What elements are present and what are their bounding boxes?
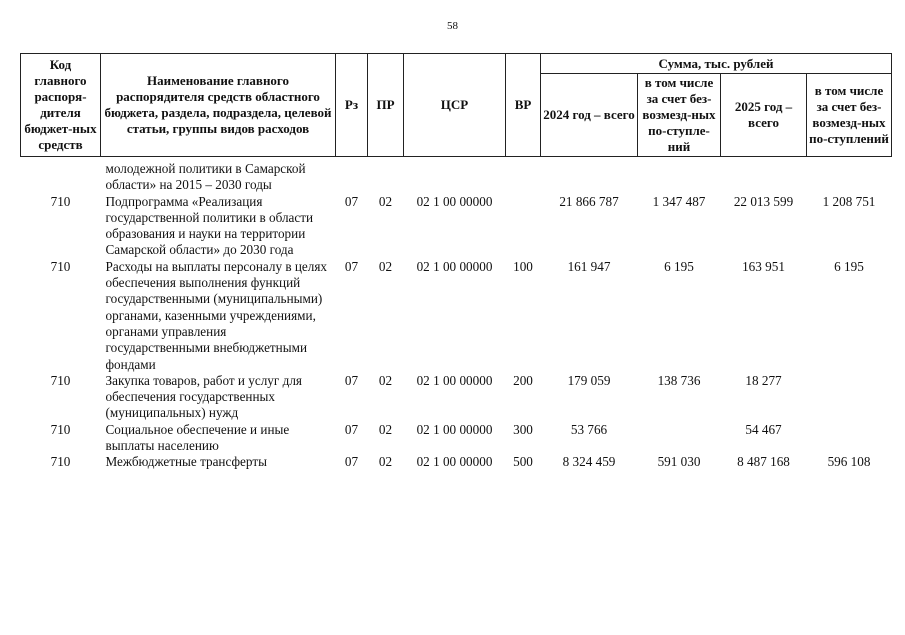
table-row: [21, 259, 892, 373]
cell-vr: [506, 194, 541, 259]
cell-vr: 500: [513, 454, 533, 470]
cell-vr: [506, 161, 541, 194]
cell-code: 710: [50, 258, 71, 274]
cell-csr: 02 1 00 00000: [416, 372, 493, 388]
cell-pr: 02: [378, 258, 393, 274]
cell-2025-total: [721, 161, 807, 194]
header-vr: ВР: [506, 54, 541, 157]
cell-name: Социальное обеспечение и иные выплаты населению: [105, 421, 290, 454]
cell-2024-free: 591 030: [657, 454, 701, 470]
cell-2024-total: 8 324 459: [562, 454, 616, 470]
cell-pr: 02: [378, 193, 393, 209]
header-2025-total: 2025 год – всего: [721, 74, 807, 157]
cell-2024-total: 53 766: [570, 421, 608, 437]
budget-table: [20, 53, 892, 471]
table-body: [21, 157, 892, 471]
header-2024-free: в том числе за счет без-возмезд-ных по-ступле-ний: [638, 74, 721, 157]
table-row: [21, 454, 892, 470]
cell-2024-total: [541, 161, 638, 194]
cell-2025-free: [807, 373, 892, 422]
cell-name: молодежной политики в Самарской области» на 2015 – 2030 годы: [105, 161, 306, 193]
cell-csr: [404, 161, 506, 194]
cell-2025-total: 163 951: [742, 258, 785, 274]
cell-name: Закупка товаров, работ и услуг для обеспечения государственных (муниципальных) нужд: [105, 372, 302, 421]
cell-vr: 100: [513, 258, 533, 274]
header-csr: ЦСР: [404, 54, 506, 157]
cell-2024-total: 161 947: [567, 258, 611, 274]
table-row: [21, 194, 892, 259]
cell-rz: [336, 161, 368, 194]
cell-2024-free: [638, 161, 721, 194]
cell-rz: 07: [344, 258, 359, 274]
cell-2025-free: 1 208 751: [822, 193, 876, 209]
cell-csr: 02 1 00 00000: [416, 193, 493, 209]
cell-name: Межбюджетные трансферты: [105, 454, 267, 470]
table-row: [21, 161, 892, 194]
cell-code: 710: [50, 454, 71, 470]
cell-pr: 02: [378, 372, 393, 388]
table-header: [21, 54, 892, 157]
cell-2024-total: 179 059: [567, 372, 611, 388]
cell-2025-total: 8 487 168: [737, 454, 790, 470]
cell-2025-free: 6 195: [834, 258, 864, 274]
cell-pr: [368, 161, 404, 194]
cell-2024-free: 1 347 487: [652, 193, 706, 209]
cell-csr: 02 1 00 00000: [416, 454, 493, 470]
header-name: Наименование главного распорядителя средств областного бюджета, раздела, подраздела, целевой статьи, группы видов расходов: [101, 54, 336, 157]
cell-vr: 300: [513, 421, 533, 437]
cell-2024-total: 21 866 787: [559, 193, 619, 209]
cell-pr: 02: [378, 454, 393, 470]
cell-2025-free: 596 108: [827, 454, 871, 470]
cell-rz: 07: [344, 454, 359, 470]
cell-2025-total: 54 467: [745, 421, 782, 437]
cell-vr: 200: [513, 372, 533, 388]
cell-name: Расходы на выплаты персоналу в целях обеспечения выполнения функций государственными (муниципальными) органами, казенными учреждениями, органами управления государственными внебюджетными фондами: [105, 258, 328, 372]
cell-rz: 07: [344, 193, 359, 209]
cell-2024-free: 6 195: [664, 258, 694, 274]
cell-code: 710: [50, 421, 71, 437]
cell-rz: 07: [344, 372, 359, 388]
cell-pr: 02: [378, 421, 393, 437]
header-sum: Сумма, тыс. рублей: [541, 54, 892, 74]
cell-rz: 07: [344, 421, 359, 437]
header-code: Код главного распоря-дителя бюджет-ных средств: [21, 54, 101, 157]
header-2024-total: 2024 год – всего: [541, 74, 638, 157]
cell-2024-free: 138 736: [657, 372, 701, 388]
cell-code: [21, 161, 101, 194]
cell-2025-total: 22 013 599: [733, 193, 794, 209]
cell-csr: 02 1 00 00000: [416, 421, 493, 437]
page-number: 58: [447, 20, 458, 32]
cell-2024-free: [638, 422, 721, 455]
cell-2025-free: [807, 161, 892, 194]
table-row: [21, 373, 892, 422]
cell-2025-free: [807, 422, 892, 455]
cell-csr: 02 1 00 00000: [416, 258, 493, 274]
table-row: [21, 422, 892, 455]
cell-code: 710: [50, 372, 71, 388]
cell-code: 710: [50, 193, 71, 209]
header-2025-free: в том числе за счет без-возмезд-ных по-ступлений: [807, 74, 892, 157]
cell-2025-total: 18 277: [745, 372, 782, 388]
header-rz: Рз: [336, 54, 368, 157]
cell-name: Подпрограмма «Реализация государственной политики в области образования и науки на территории Самарской области» до 2030 года: [105, 193, 314, 258]
header-pr: ПР: [368, 54, 404, 157]
